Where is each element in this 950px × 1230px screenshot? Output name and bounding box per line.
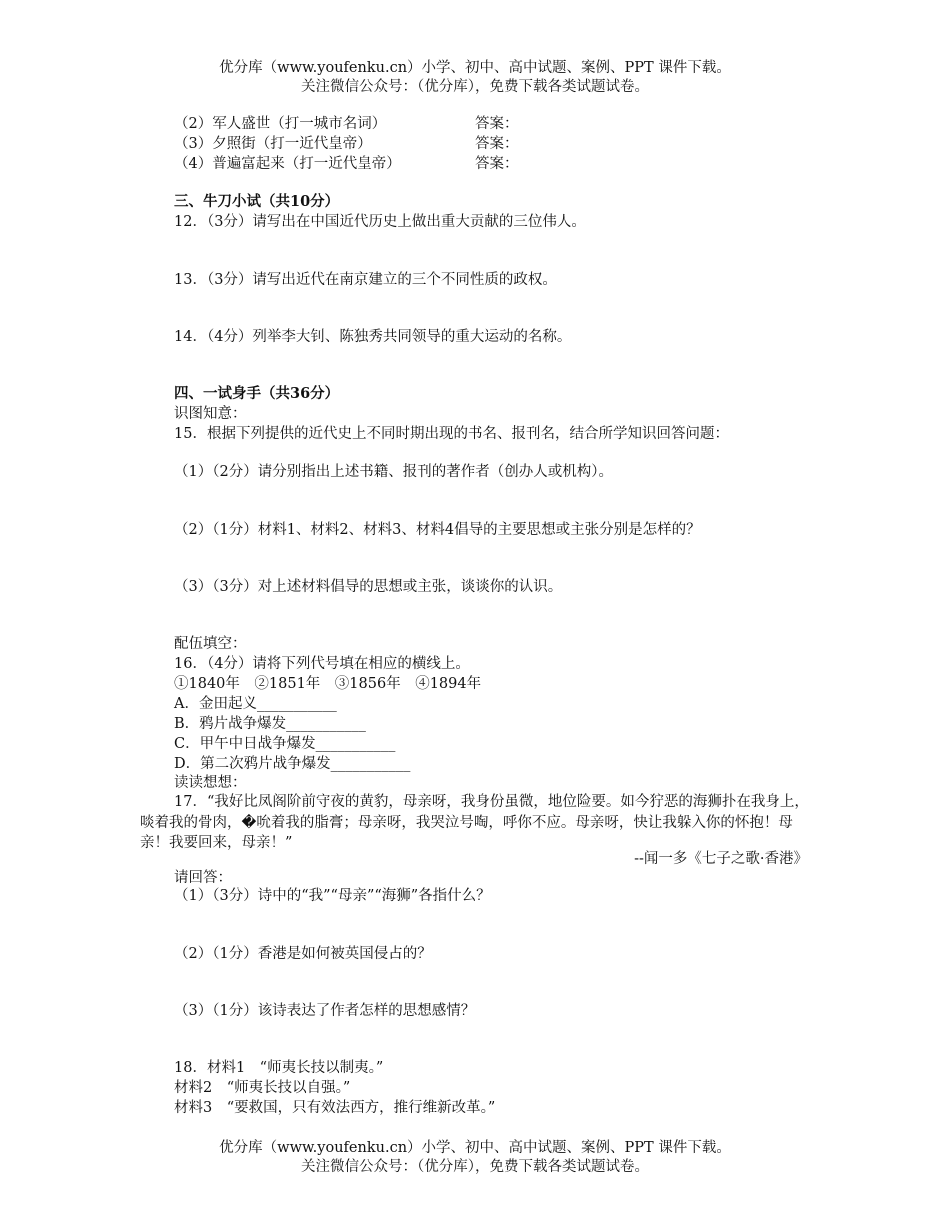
question-16-item-b: B．鸦片战争爆发___________	[174, 716, 366, 732]
footer-line-2: 关注微信公众号：（优分库），免费下载各类试题试卷。	[301, 1159, 649, 1175]
riddle-4-question: （4）普遍富起来（打一近代皇帝）	[174, 156, 401, 172]
question-16: 16．（4分）请将下列代号填在相应的横线上。	[174, 656, 470, 672]
subheading-read-and-think: 读读想想：	[174, 775, 247, 791]
question-15-part-2: （2）（1分）材料1、材料2、材料3、材料4倡导的主要思想或主张分别是怎样的？	[174, 522, 701, 538]
riddle-4-answer-label: 答案：	[475, 156, 519, 172]
question-17-part-2: （2）（1分）香港是如何被英国侵占的？	[174, 946, 432, 962]
subheading-matching: 配伍填空：	[174, 636, 247, 652]
subheading-image-understanding: 识图知意：	[174, 406, 247, 422]
question-17-source: --闻一多《七子之歌·香港》	[634, 851, 808, 867]
question-16-item-c: C．甲午中日战争爆发___________	[174, 736, 396, 752]
question-13: 13．（3分）请写出近代在南京建立的三个不同性质的政权。	[174, 272, 557, 288]
question-18-material-3: 材料3 “要救国，只有效法西方，推行维新改革。”	[174, 1100, 496, 1116]
riddle-2-answer-label: 答案：	[475, 116, 519, 132]
question-15-part-3: （3）（3分）对上述材料倡导的思想或主张，谈谈你的认识。	[174, 579, 563, 595]
riddle-2-question: （2）军人盛世（打一城市名词）	[174, 116, 387, 132]
section-3-title: 三、牛刀小试（共10分）	[174, 193, 340, 210]
question-12: 12．（3分）请写出在中国近代历史上做出重大贡献的三位伟人。	[174, 214, 586, 230]
question-15-part-1: （1）（2分）请分别指出上述书籍、报刊的著作者（创办人或机构）。	[174, 464, 613, 480]
section-4-title: 四、一试身手（共36分）	[174, 385, 340, 402]
riddle-3-question: （3）夕照街（打一近代皇帝）	[174, 136, 372, 152]
question-17-poem: 17．“我好比凤阁阶前守夜的黄豹，母亲呀，我身份虽微，地位险要。如今狞恶的海狮扑在我身上，啖着我的骨肉，�吮着我的脂膏；母亲呀，我哭泣号啕，呼你不应。母亲呀，快让我躲入你的怀抱！母亲！我要回来，母亲！”	[140, 794, 809, 851]
question-14: 14．（4分）列举李大钊、陈独秀共同领导的重大运动的名称。	[174, 329, 572, 345]
question-16-options: ①1840年 ②1851年 ③1856年 ④1894年	[174, 676, 482, 692]
question-18-material-2: 材料2 “师夷长技以自强。”	[174, 1080, 351, 1096]
question-17-prompt: 请回答：	[174, 870, 232, 886]
header-line-1: 优分库（www.youfenku.cn）小学、初中、高中试题、案例、PPT 课件下载。	[219, 60, 731, 76]
riddle-3-answer-label: 答案：	[475, 136, 519, 152]
question-16-item-a: A．金田起义___________	[174, 696, 337, 712]
question-17-part-3: （3）（1分）该诗表达了作者怎样的思想感情？	[174, 1003, 476, 1019]
header-line-2: 关注微信公众号：（优分库），免费下载各类试题试卷。	[301, 79, 649, 95]
footer-line-1: 优分库（www.youfenku.cn）小学、初中、高中试题、案例、PPT 课件下载。	[219, 1140, 731, 1156]
question-17-part-1: （1）（3分）诗中的“我”“母亲”“海狮”各指什么？	[174, 888, 491, 904]
question-16-item-d: D．第二次鸦片战争爆发___________	[174, 756, 411, 772]
question-15: 15．根据下列提供的近代史上不同时期出现的书名、报刊名，结合所学知识回答问题：	[174, 426, 729, 442]
question-18-material-1: 18．材料1 “师夷长技以制夷。”	[174, 1060, 384, 1076]
